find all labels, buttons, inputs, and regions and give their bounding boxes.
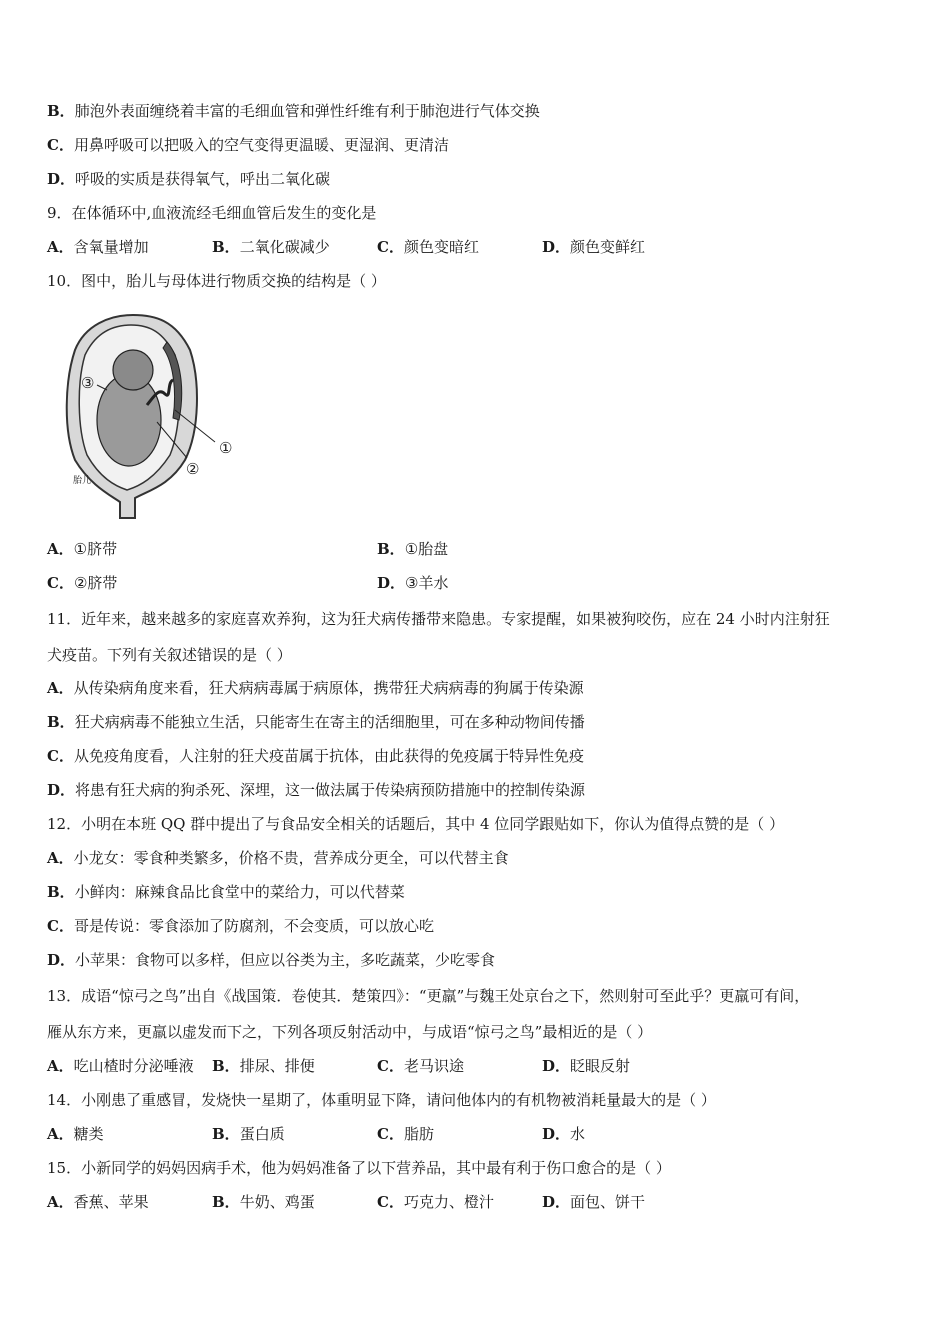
fetus-head	[113, 350, 153, 390]
option-text: 小鲜肉：麻辣食品比食堂中的菜给力，可以代替菜	[74, 883, 405, 901]
q15-stem: 15．小新同学的妈妈因病手术，他为妈妈准备了以下营养品，其中最有利于伤口愈合的是（ ）	[47, 1159, 671, 1177]
q10-stem: 10．图中，胎儿与母体进行物质交换的结构是（ ）	[47, 272, 386, 290]
figure-fetus-label: 胎儿	[73, 476, 92, 486]
option-label: B．	[377, 540, 405, 558]
option-text: 巧克力、橙汁	[403, 1193, 494, 1211]
q15-option-a	[47, 1192, 149, 1212]
option-text: 含氧量增加	[73, 238, 149, 256]
option-text: 老马识途	[403, 1057, 464, 1075]
option-text: 糖类	[73, 1125, 104, 1143]
q11-option-c	[47, 746, 920, 766]
option-label: C．	[377, 1193, 404, 1211]
q8-option-b	[47, 101, 920, 121]
option-label: C．	[47, 747, 74, 765]
q9-option-d	[542, 237, 645, 257]
option-text: ②脐带	[73, 574, 118, 592]
option-text: 吃山楂时分泌唾液	[73, 1057, 194, 1075]
option-text: 肺泡外表面缠绕着丰富的毛细血管和弹性纤维有利于肺泡进行气体交换	[74, 102, 540, 120]
option-text: 颜色变鲜红	[570, 238, 646, 256]
q9-option-b	[212, 237, 330, 257]
option-label: D．	[47, 781, 76, 799]
q13-option-d	[542, 1056, 630, 1076]
option-label: C．	[47, 574, 74, 592]
q14-option-c	[377, 1124, 434, 1144]
option-label: A．	[47, 1057, 74, 1075]
uterus-diagram	[55, 310, 245, 522]
q8-option-c	[47, 135, 920, 155]
q10-option-b	[377, 539, 448, 559]
q15-option-d	[542, 1192, 645, 1212]
q13-option-a	[47, 1056, 194, 1076]
option-label: D．	[542, 238, 571, 256]
option-label: B．	[212, 1057, 240, 1075]
option-text: 用鼻呼吸可以把吸入的空气变得更温暖、更湿润、更清洁	[73, 136, 449, 154]
option-label: C．	[47, 136, 74, 154]
q11-stem-line1: 11．近年来，越来越多的家庭喜欢养狗，这为狂犬病传播带来隐患。专家提醒，如果被狗咬伤，应在 24 小时内注射狂	[47, 610, 830, 628]
q9-stem: 9．在体循环中,血液流经毛细血管后发生的变化是	[47, 204, 377, 222]
option-text: 呼吸的实质是获得氧气，呼出二氧化碳	[75, 170, 331, 188]
option-text: 小龙女：零食种类繁多，价格不贵，营养成分更全，可以代替主食	[73, 849, 509, 867]
q11-option-b	[47, 712, 920, 732]
q13-option-c	[377, 1056, 464, 1076]
q10-option-a	[47, 539, 117, 559]
option-text: 排尿、排便	[239, 1057, 315, 1075]
option-label: D．	[542, 1125, 571, 1143]
option-label: A．	[47, 849, 74, 867]
option-label: C．	[377, 1125, 404, 1143]
uterus-fetus-figure	[55, 310, 245, 522]
option-label: C．	[377, 1057, 404, 1075]
option-label: D．	[47, 951, 76, 969]
option-label: A．	[47, 679, 74, 697]
option-label: B．	[212, 1125, 240, 1143]
option-text: 将患有狂犬病的狗杀死、深埋，这一做法属于传染病预防措施中的控制传染源	[75, 781, 586, 799]
option-text: 小苹果：食物可以多样，但应以谷类为主，多吃蔬菜，少吃零食	[75, 951, 496, 969]
q12-option-d	[47, 950, 920, 970]
q13-stem-line2: 雁从东方来，更羸以虚发而下之，下列各项反射活动中，与成语“惊弓之鸟”最相近的是（ ）	[47, 1023, 653, 1041]
figure-mark-3: ③	[81, 374, 95, 392]
option-label: B．	[47, 102, 75, 120]
option-label: B．	[212, 1193, 240, 1211]
q8-option-d	[47, 169, 920, 189]
option-label: C．	[47, 917, 74, 935]
q12-option-c	[47, 916, 920, 936]
option-label: A．	[47, 1125, 74, 1143]
q9-option-c	[377, 237, 479, 257]
option-text: 牛奶、鸡蛋	[239, 1193, 315, 1211]
q14-option-d	[542, 1124, 585, 1144]
option-text: 面包、饼干	[570, 1193, 646, 1211]
option-text: 从传染病角度来看，狂犬病病毒属于病原体，携带狂犬病病毒的狗属于传染源	[73, 679, 584, 697]
option-label: D．	[542, 1193, 571, 1211]
option-label: B．	[212, 238, 240, 256]
option-text: 哥是传说：零食添加了防腐剂，不会变质，可以放心吃	[73, 917, 434, 935]
option-text: 眨眼反射	[570, 1057, 631, 1075]
option-label: D．	[542, 1057, 571, 1075]
q11-option-d	[47, 780, 920, 800]
option-text: 从免疫角度看，人注射的狂犬疫苗属于抗体，由此获得的免疫属于特异性免疫	[73, 747, 584, 765]
option-text: 蛋白质	[239, 1125, 285, 1143]
option-text: ③羊水	[405, 574, 449, 592]
q11-option-a	[47, 678, 920, 698]
option-text: 狂犬病病毒不能独立生活，只能寄生在寄主的活细胞里，可在多种动物间传播	[74, 713, 585, 731]
option-label: D．	[377, 574, 406, 592]
q12-stem: 12．小明在本班 QQ 群中提出了与食品安全相关的话题后，其中 4 位同学跟贴如下，你认为值得点赞的是（ ）	[47, 815, 785, 833]
q13-option-b	[212, 1056, 315, 1076]
option-text: 香蕉、苹果	[73, 1193, 149, 1211]
q13-stem-line1: 13．成语“惊弓之鸟”出自《战国策．卷使其．楚策四》：“更羸”与魏王处京台之下，然则射可至此乎？更羸可有间，	[47, 987, 810, 1005]
q10-option-c	[47, 573, 117, 593]
q14-option-a	[47, 1124, 104, 1144]
q12-option-a	[47, 848, 920, 868]
option-label: C．	[377, 238, 404, 256]
option-text: ①胎盘	[404, 540, 449, 558]
option-text: 二氧化碳减少	[239, 238, 330, 256]
figure-mark-2: ②	[186, 460, 200, 478]
q11-stem-line2: 犬疫苗。下列有关叙述错误的是（ ）	[47, 646, 292, 664]
q15-option-c	[377, 1192, 494, 1212]
option-label: A．	[47, 540, 74, 558]
figure-mark-1: ①	[219, 439, 233, 457]
q9-option-a	[47, 237, 149, 257]
option-label: B．	[47, 713, 75, 731]
option-text: 颜色变暗红	[403, 238, 479, 256]
q14-stem: 14．小刚患了重感冒，发烧快一星期了，体重明显下降，请问他体内的有机物被消耗量最大的是（ ）	[47, 1091, 716, 1109]
option-text: 水	[570, 1125, 586, 1143]
option-label: D．	[47, 170, 76, 188]
option-label: B．	[47, 883, 75, 901]
option-label: A．	[47, 1193, 74, 1211]
option-text: ①脐带	[73, 540, 118, 558]
q14-option-b	[212, 1124, 285, 1144]
q10-option-d	[377, 573, 448, 593]
option-text: 脂肪	[403, 1125, 434, 1143]
q12-option-b	[47, 882, 920, 902]
q15-option-b	[212, 1192, 315, 1212]
option-label: A．	[47, 238, 74, 256]
